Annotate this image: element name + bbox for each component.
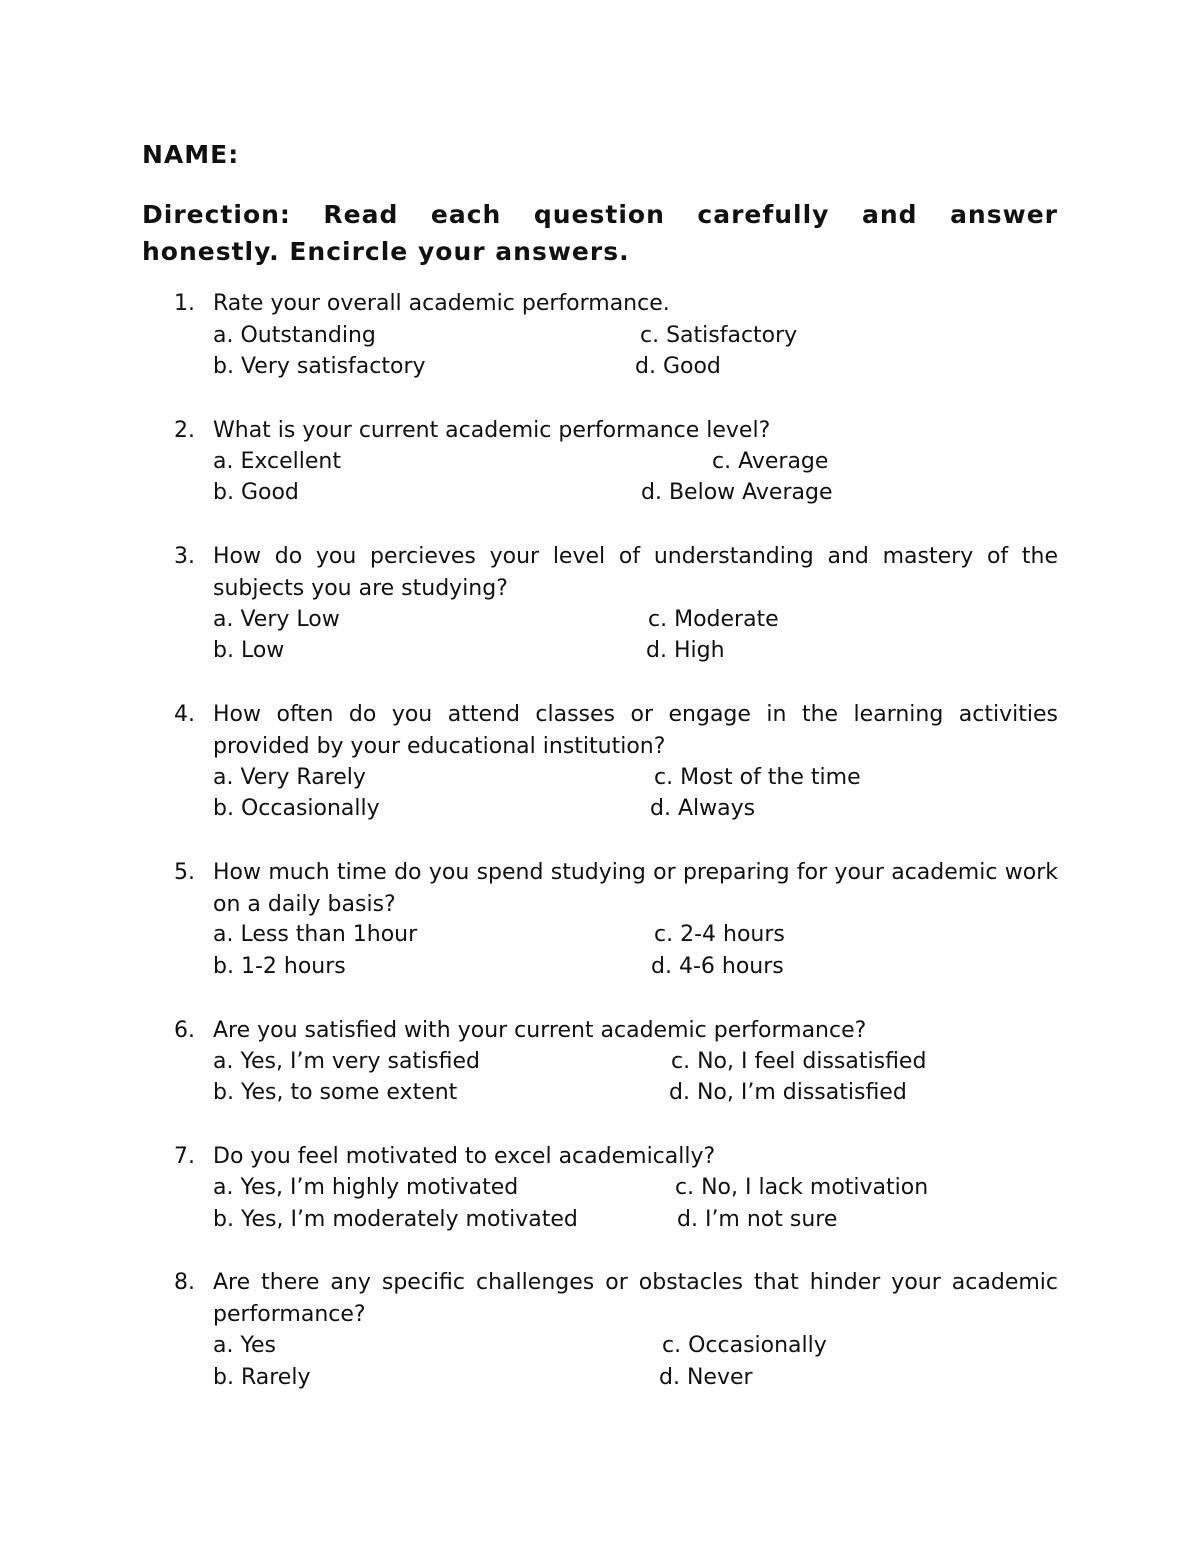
option-c[interactable]: c. No, I feel dissatisfied <box>671 1049 927 1074</box>
question-number: 1. <box>174 291 195 316</box>
option-a[interactable]: a. Excellent <box>213 449 341 474</box>
option-c[interactable]: c. Occasionally <box>662 1333 827 1358</box>
question-number: 6. <box>174 1018 195 1043</box>
option-a[interactable]: a. Very Rarely <box>213 765 366 790</box>
option-b[interactable]: b. 1-2 hours <box>213 954 346 979</box>
question-text: Are you satisfied with your current academic performance? <box>213 1018 867 1043</box>
question-text: Do you feel motivated to excel academically? <box>213 1144 716 1169</box>
option-c[interactable]: c. 2-4 hours <box>654 922 785 947</box>
question-number: 8. <box>174 1270 195 1295</box>
option-a[interactable]: a. Yes, I’m very satisfied <box>213 1049 480 1074</box>
question-text: Are there any specific challenges or obstacles that hinder your academic performance? <box>213 1270 1058 1327</box>
question-number: 7. <box>174 1144 195 1169</box>
question-number: 3. <box>174 544 195 569</box>
question-number: 4. <box>174 702 195 727</box>
option-d[interactable]: d. 4-6 hours <box>651 954 784 979</box>
option-a[interactable]: a. Yes <box>213 1333 276 1358</box>
option-a[interactable]: a. Outstanding <box>213 323 376 348</box>
question-text: Rate your overall academic performance. <box>213 291 670 316</box>
option-c[interactable]: c. No, I lack motivation <box>675 1175 929 1200</box>
option-d[interactable]: d. High <box>646 638 725 663</box>
option-d[interactable]: d. Always <box>650 796 756 821</box>
question-number: 5. <box>174 860 195 885</box>
option-b[interactable]: b. Low <box>213 638 285 663</box>
question-text: How do you percieves your level of understanding and mastery of the subjects you are studying? <box>213 544 1058 601</box>
direction-text: Direction: Read each question carefully and answer honestly. Encircle your answers. <box>142 200 1058 266</box>
option-b[interactable]: b. Rarely <box>213 1365 311 1390</box>
question-number: 2. <box>174 418 195 443</box>
option-d[interactable]: d. No, I’m dissatisfied <box>669 1080 907 1105</box>
option-c[interactable]: c. Moderate <box>648 607 779 632</box>
name-label: NAME: <box>142 140 240 169</box>
option-a[interactable]: a. Very Low <box>213 607 340 632</box>
question-text: What is your current academic performance level? <box>213 418 771 443</box>
option-a[interactable]: a. Yes, I’m highly motivated <box>213 1175 519 1200</box>
option-b[interactable]: b. Yes, to some extent <box>213 1080 458 1105</box>
option-d[interactable]: d. I’m not sure <box>677 1207 838 1232</box>
option-d[interactable]: d. Never <box>659 1365 753 1390</box>
option-b[interactable]: b. Occasionally <box>213 796 380 821</box>
option-b[interactable]: b. Very satisfactory <box>213 354 426 379</box>
option-d[interactable]: d. Good <box>635 354 721 379</box>
option-d[interactable]: d. Below Average <box>641 480 833 505</box>
option-b[interactable]: b. Yes, I’m moderately motivated <box>213 1207 578 1232</box>
question-text: How often do you attend classes or engage in the learning activities provided by your educational institution? <box>213 702 1058 759</box>
option-c[interactable]: c. Most of the time <box>654 765 861 790</box>
option-a[interactable]: a. Less than 1hour <box>213 922 418 947</box>
option-b[interactable]: b. Good <box>213 480 299 505</box>
option-c[interactable]: c. Satisfactory <box>640 323 798 348</box>
option-c[interactable]: c. Average <box>712 449 829 474</box>
question-text: How much time do you spend studying or preparing for your academic work on a daily basis? <box>213 860 1058 917</box>
